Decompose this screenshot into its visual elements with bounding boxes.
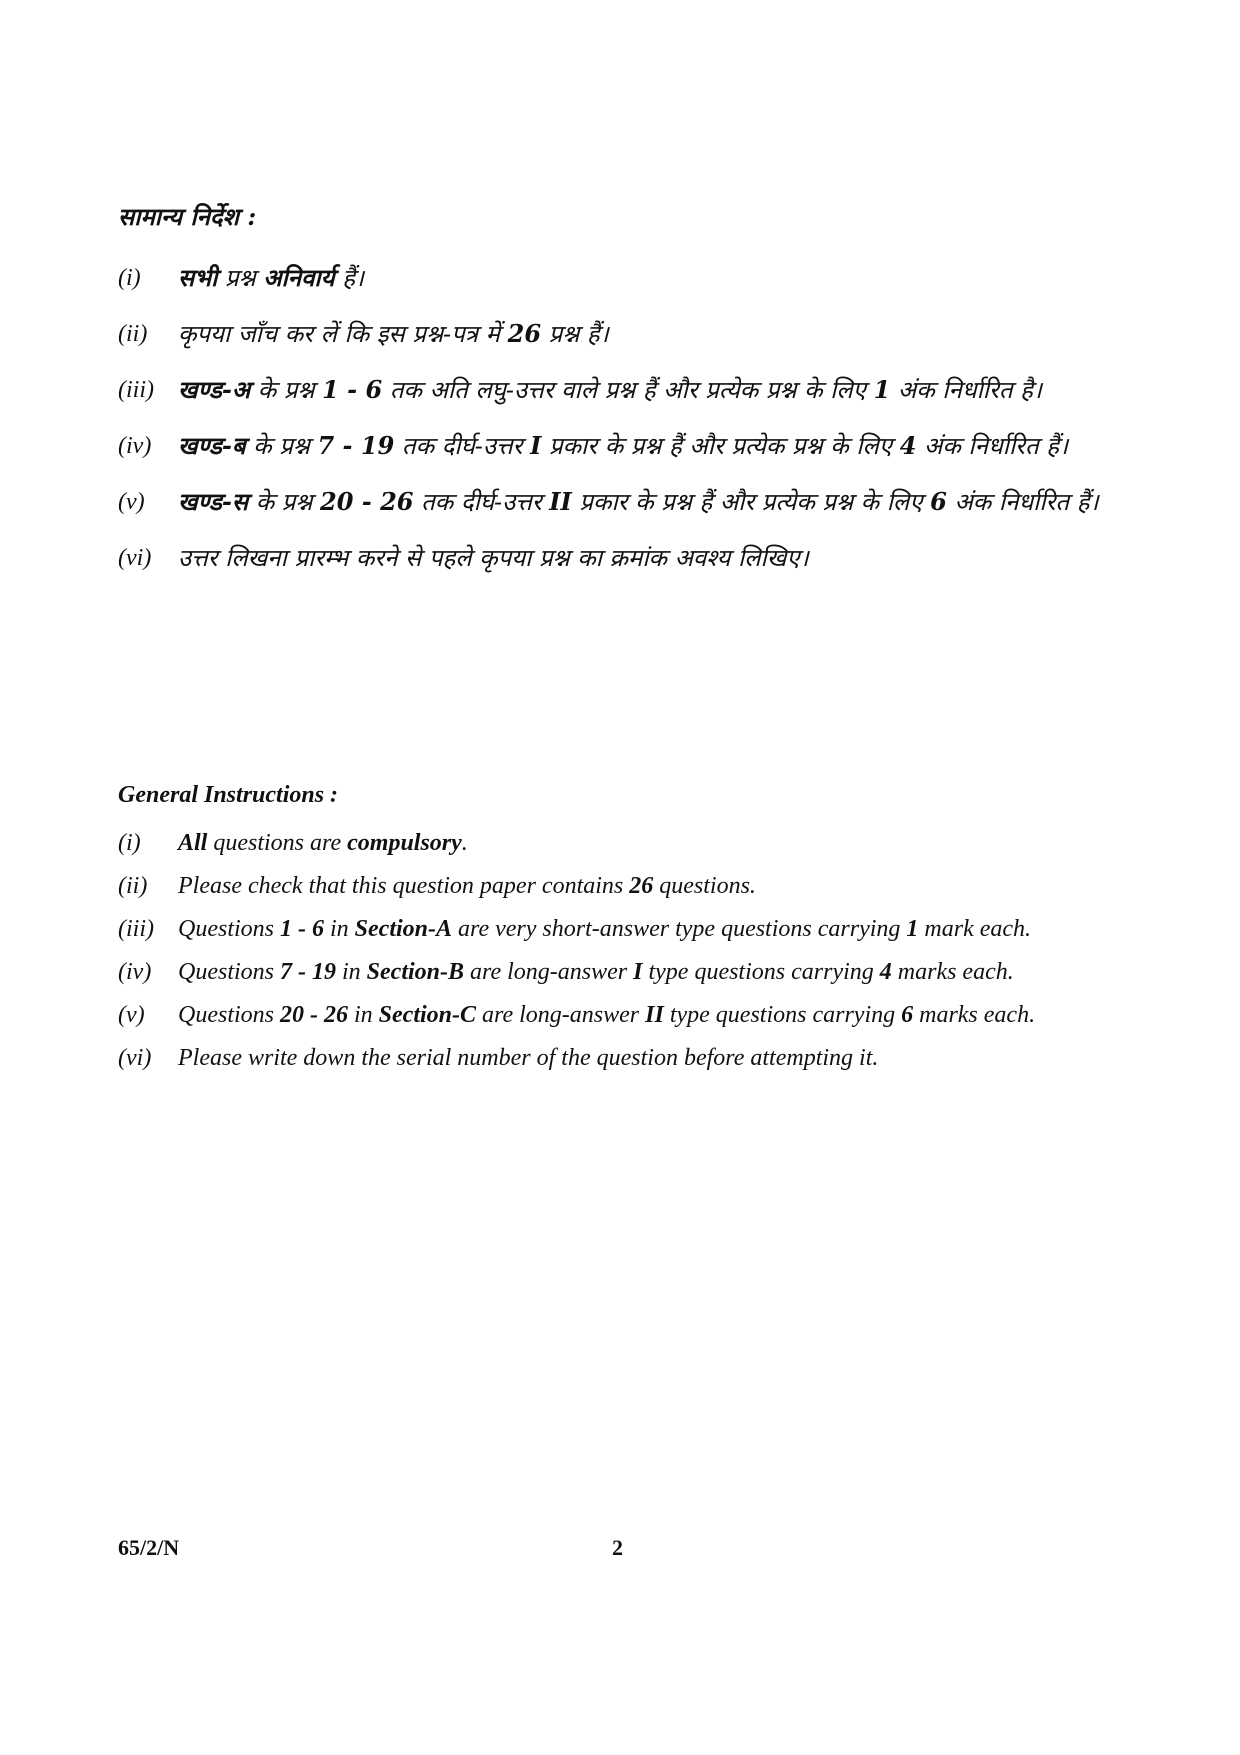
hindi-instructions xyxy=(118,200,1128,589)
bold-run: 1 xyxy=(906,916,919,942)
bold-run: 20 - 26 xyxy=(280,1002,348,1028)
bold-run: 20 - 26 xyxy=(320,487,414,516)
bold-run: खण्ड-ब xyxy=(178,431,246,460)
bold-run: 1 - 6 xyxy=(322,375,383,404)
text-run: are long-answer xyxy=(476,1002,646,1028)
bold-run: खण्ड-स xyxy=(178,487,249,516)
item-marker: (ii) xyxy=(118,873,148,899)
text-run: type questions carrying xyxy=(642,959,880,985)
hindi-instructions-list xyxy=(118,253,1128,583)
bold-run: 4 xyxy=(899,431,917,460)
text-run: उत्तर लिखना प्रारम्भ करने से पहले कृपया प्रश्न का क्रमांक अवश्य लिखिए। xyxy=(178,544,809,572)
hindi-instruction-item xyxy=(118,421,1128,471)
bold-run: 6 xyxy=(901,1002,914,1028)
text-run: Please check that this question paper contains xyxy=(178,873,630,899)
item-marker: (iv) xyxy=(118,959,152,985)
text-run: प्रकार के प्रश्न हैं और प्रत्येक प्रश्न के लिए xyxy=(571,488,931,516)
item-text xyxy=(178,825,1128,862)
hindi-instruction-item xyxy=(118,477,1128,527)
text-run: questions. xyxy=(653,873,756,899)
text-run: तक अति लघु-उत्तर वाले प्रश्न हैं और प्रत्येक प्रश्न के लिए xyxy=(382,376,874,404)
bold-run: I xyxy=(530,431,542,460)
text-run: . xyxy=(461,830,468,856)
paper-code: 65/2/N xyxy=(118,1535,180,1560)
bold-run: Section-A xyxy=(354,916,453,942)
item-marker: (vi) xyxy=(118,545,152,571)
text-run: marks each. xyxy=(913,1002,1036,1028)
text-run: Questions xyxy=(178,1002,280,1028)
text-run: प्रकार के प्रश्न हैं और प्रत्येक प्रश्न के लिए xyxy=(541,432,900,460)
hindi-instruction-item xyxy=(118,533,1128,583)
english-instruction-item xyxy=(118,1040,1128,1077)
bold-run: Section-B xyxy=(366,959,465,985)
text-run: Questions xyxy=(178,959,280,985)
english-instructions xyxy=(118,782,1128,1083)
item-text xyxy=(178,365,1128,415)
item-marker: (i) xyxy=(118,830,141,856)
bold-run: II xyxy=(549,487,572,516)
hindi-instruction-item xyxy=(118,365,1128,415)
bold-run: 26 xyxy=(507,319,542,348)
bold-run: सभी xyxy=(178,263,218,292)
item-text xyxy=(178,868,1128,905)
bold-run: 7 - 19 xyxy=(280,959,336,985)
item-marker: (ii) xyxy=(118,321,148,347)
english-instruction-item xyxy=(118,997,1128,1034)
english-instruction-item xyxy=(118,825,1128,862)
text-run: के प्रश्न xyxy=(248,488,321,516)
text-run: प्रश्न हैं। xyxy=(541,320,609,348)
text-run: के प्रश्न xyxy=(250,376,323,404)
bold-run: compulsory xyxy=(347,830,462,856)
text-run: के प्रश्न xyxy=(245,432,318,460)
text-run: are very short-answer type questions carrying xyxy=(452,916,907,942)
item-text xyxy=(178,997,1128,1034)
text-run: तक दीर्घ-उत्तर xyxy=(413,488,550,516)
item-marker: (v) xyxy=(118,489,145,515)
item-text xyxy=(178,533,1128,583)
item-text xyxy=(178,421,1128,471)
item-marker: (iii) xyxy=(118,377,154,403)
text-run: अंक निर्धारित है। xyxy=(890,376,1042,404)
english-instructions-heading: General Instructions : xyxy=(118,782,339,808)
bold-run: 6 xyxy=(930,487,947,516)
text-run: प्रश्न xyxy=(217,264,264,292)
item-text xyxy=(178,309,1128,359)
bold-run: II xyxy=(645,1002,664,1028)
hindi-instruction-item xyxy=(118,253,1128,303)
bold-run: Section-C xyxy=(378,1002,477,1028)
text-run: are long-answer xyxy=(464,959,634,985)
item-marker: (iii) xyxy=(118,916,154,942)
bold-run: 7 - 19 xyxy=(317,431,395,460)
bold-run: अनिवार्य xyxy=(263,263,335,292)
item-marker: (i) xyxy=(118,265,141,291)
bold-run: 4 xyxy=(879,959,892,985)
item-marker: (iv) xyxy=(118,433,152,459)
text-run: in xyxy=(348,1002,379,1028)
bold-run: 1 xyxy=(873,375,891,404)
text-run: अंक निर्धारित हैं। xyxy=(916,432,1069,460)
text-run: in xyxy=(336,959,367,985)
english-instruction-item xyxy=(118,911,1128,948)
text-run: questions are xyxy=(207,830,348,856)
item-text xyxy=(178,1040,1128,1077)
bold-run: I xyxy=(633,959,643,985)
item-text xyxy=(178,253,1128,303)
item-marker: (v) xyxy=(118,1002,145,1028)
bold-run: खण्ड-अ xyxy=(178,375,251,404)
english-instruction-item xyxy=(118,868,1128,905)
hindi-instructions-heading: सामान्य निर्देश : xyxy=(118,202,257,231)
text-run: marks each. xyxy=(891,959,1014,985)
text-run: in xyxy=(324,916,355,942)
text-run: type questions carrying xyxy=(663,1002,902,1028)
text-run: तक दीर्घ-उत्तर xyxy=(394,432,531,460)
item-text xyxy=(178,911,1128,948)
bold-run: All xyxy=(178,830,208,856)
page-number: 2 xyxy=(612,1535,623,1560)
text-run: mark each. xyxy=(918,916,1032,942)
text-run: अंक निर्धारित हैं। xyxy=(946,488,1099,516)
text-run: Questions xyxy=(178,916,280,942)
english-instructions-list xyxy=(118,825,1128,1077)
item-marker: (vi) xyxy=(118,1045,152,1071)
text-run: कृपया जाँच कर लें कि इस प्रश्न-पत्र में xyxy=(178,320,508,348)
item-text xyxy=(178,954,1128,991)
text-run: हैं। xyxy=(334,264,365,292)
english-instruction-item xyxy=(118,954,1128,991)
bold-run: 1 - 6 xyxy=(280,916,324,942)
bold-run: 26 xyxy=(629,873,654,899)
item-text xyxy=(178,477,1128,527)
hindi-instruction-item xyxy=(118,309,1128,359)
text-run: Please write down the serial number of the question before attempting it. xyxy=(178,1045,879,1071)
